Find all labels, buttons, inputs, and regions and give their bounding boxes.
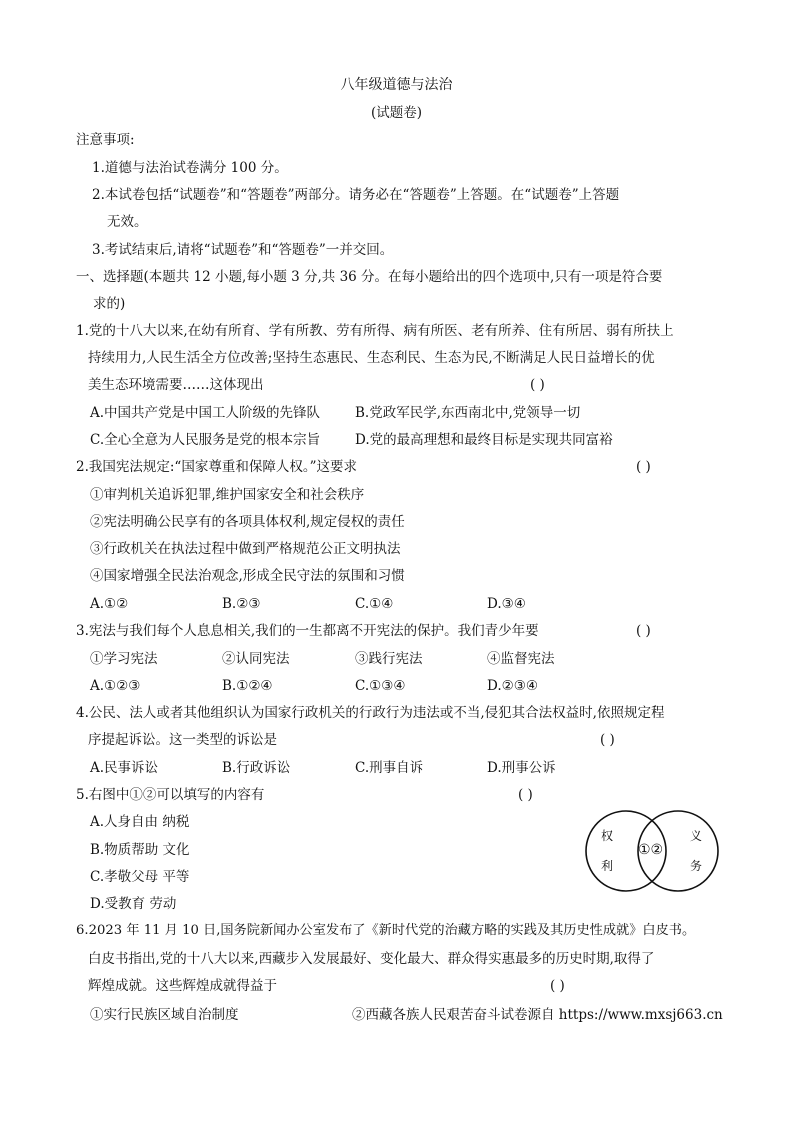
q1-answer-paren: ( ) xyxy=(530,377,545,393)
q2-option-b: B.②③ xyxy=(222,596,261,612)
q3-item-4: ④监督宪法 xyxy=(487,651,555,667)
q6-item-2: ②西藏各族人民艰苦奋斗试卷源自 https://www.mxsj663.cn xyxy=(352,1007,723,1023)
q5-stem: 5.右图中①②可以填写的内容有 xyxy=(76,787,265,803)
q6-stem-line-2: 白皮书指出,党的十八大以来,西藏步入发展最好、变化最大、群众得实惠最多的历史时期,取得了 xyxy=(88,951,655,967)
q3-item-2: ②认同宪法 xyxy=(222,651,290,667)
q2-item-1: ①审判机关追诉犯罪,维护国家安全和社会秩序 xyxy=(90,487,365,503)
q2-item-2: ②宪法明确公民享有的各项具体权利,规定侵权的责任 xyxy=(90,514,405,530)
q5-answer-paren: ( ) xyxy=(518,787,533,803)
q2-answer-paren: ( ) xyxy=(636,459,651,475)
q2-option-d: D.③④ xyxy=(487,596,526,612)
q3-option-c: C.①③④ xyxy=(355,678,406,694)
q2-item-3: ③行政机关在执法过程中做到严格规范公正文明执法 xyxy=(90,541,401,557)
q1-stem-line-1: 1.党的十八大以来,在幼有所育、学有所教、劳有所得、病有所医、老有所养、住有所居、弱有所扶上 xyxy=(76,323,674,339)
q2-item-4: ④国家增强全民法治观念,形成全民守法的氛围和习惯 xyxy=(90,568,405,584)
q3-option-a: A.①②③ xyxy=(90,678,141,694)
q6-answer-paren: ( ) xyxy=(550,978,565,994)
q3-item-3: ③践行宪法 xyxy=(355,651,423,667)
q1-stem-line-2: 持续用力,人民生活全方位改善;坚持生态惠民、生态利民、生态为民,不断满足人民日益增长的优 xyxy=(88,350,655,366)
venn-label-duties-top: 义 xyxy=(690,829,703,843)
q5-option-a: A.人身自由 纳税 xyxy=(90,814,190,830)
notice-item-2: 2.本试卷包括“试题卷”和“答题卷”两部分。请务必在“答题卷”上答题。在“试题卷”上答题 xyxy=(92,187,620,203)
q1-option-a: A.中国共产党是中国工人阶级的先锋队 xyxy=(90,405,321,421)
venn-label-overlap: ①② xyxy=(638,842,664,858)
q4-option-c: C.刑事自诉 xyxy=(355,760,424,776)
section-heading: 一、选择题(本题共 12 小题,每小题 3 分,共 36 分。在每小题给出的四个选项中,只有一项是符合要 xyxy=(76,269,663,285)
venn-label-duties-bottom: 务 xyxy=(690,859,703,873)
venn-diagram xyxy=(582,803,722,899)
q4-answer-paren: ( ) xyxy=(600,732,615,748)
venn-label-rights-top: 权 xyxy=(601,829,614,843)
notice-item-2-continued: 无效。 xyxy=(107,214,148,230)
q5-option-c: C.孝敬父母 平等 xyxy=(90,869,190,885)
venn-label-rights-bottom: 利 xyxy=(601,859,614,873)
q6-stem-line-1: 6.2023 年 11 月 10 日,国务院新闻办公室发布了《新时代党的治藏方略的实践及其历史性成就》白皮书。 xyxy=(76,923,696,938)
notice-item-1: 1.道德与法治试卷满分 100 分。 xyxy=(92,160,288,176)
q6-item-1: ①实行民族区域自治制度 xyxy=(90,1007,239,1023)
q1-option-d: D.党的最高理想和最终目标是实现共同富裕 xyxy=(355,432,613,448)
q3-answer-paren: ( ) xyxy=(636,623,651,639)
q1-option-c: C.全心全意为人民服务是党的根本宗旨 xyxy=(90,432,321,448)
q3-stem: 3.宪法与我们每个人息息相关,我们的一生都离不开宪法的保护。我们青少年要 xyxy=(76,623,539,639)
page-title: 八年级道德与法治 xyxy=(340,77,453,93)
q3-option-d: D.②③④ xyxy=(487,678,538,694)
q1-stem-line-3: 美生态环境需要……这体现出 xyxy=(88,377,264,393)
q4-stem-line-1: 4.公民、法人或者其他组织认为国家行政机关的行政行为违法或不当,侵犯其合法权益时,依照规定程 xyxy=(76,705,665,721)
q6-stem-line-3: 辉煌成就。这些辉煌成就得益于 xyxy=(88,978,277,994)
q3-option-b: B.①②④ xyxy=(222,678,273,694)
page-subtitle: (试题卷) xyxy=(370,105,423,121)
q1-option-b: B.党政军民学,东西南北中,党领导一切 xyxy=(355,405,581,421)
q4-option-b: B.行政诉讼 xyxy=(222,760,291,776)
notice-heading: 注意事项: xyxy=(76,132,135,148)
q4-stem-line-2: 序提起诉讼。这一类型的诉讼是 xyxy=(88,732,277,748)
q2-stem: 2.我国宪法规定:“国家尊重和保障人权。”这要求 xyxy=(76,459,357,475)
q3-item-1: ①学习宪法 xyxy=(90,651,158,667)
q2-option-a: A.①② xyxy=(90,596,129,612)
section-heading-continued: 求的) xyxy=(93,296,126,312)
q5-option-b: B.物质帮助 文化 xyxy=(90,842,190,858)
q2-option-c: C.①④ xyxy=(355,596,394,612)
notice-item-3: 3.考试结束后,请将“试题卷”和“答题卷”一并交回。 xyxy=(92,242,394,258)
q5-option-d: D.受教育 劳动 xyxy=(90,896,177,912)
q4-option-d: D.刑事公诉 xyxy=(487,760,556,776)
q4-option-a: A.民事诉讼 xyxy=(90,760,159,776)
